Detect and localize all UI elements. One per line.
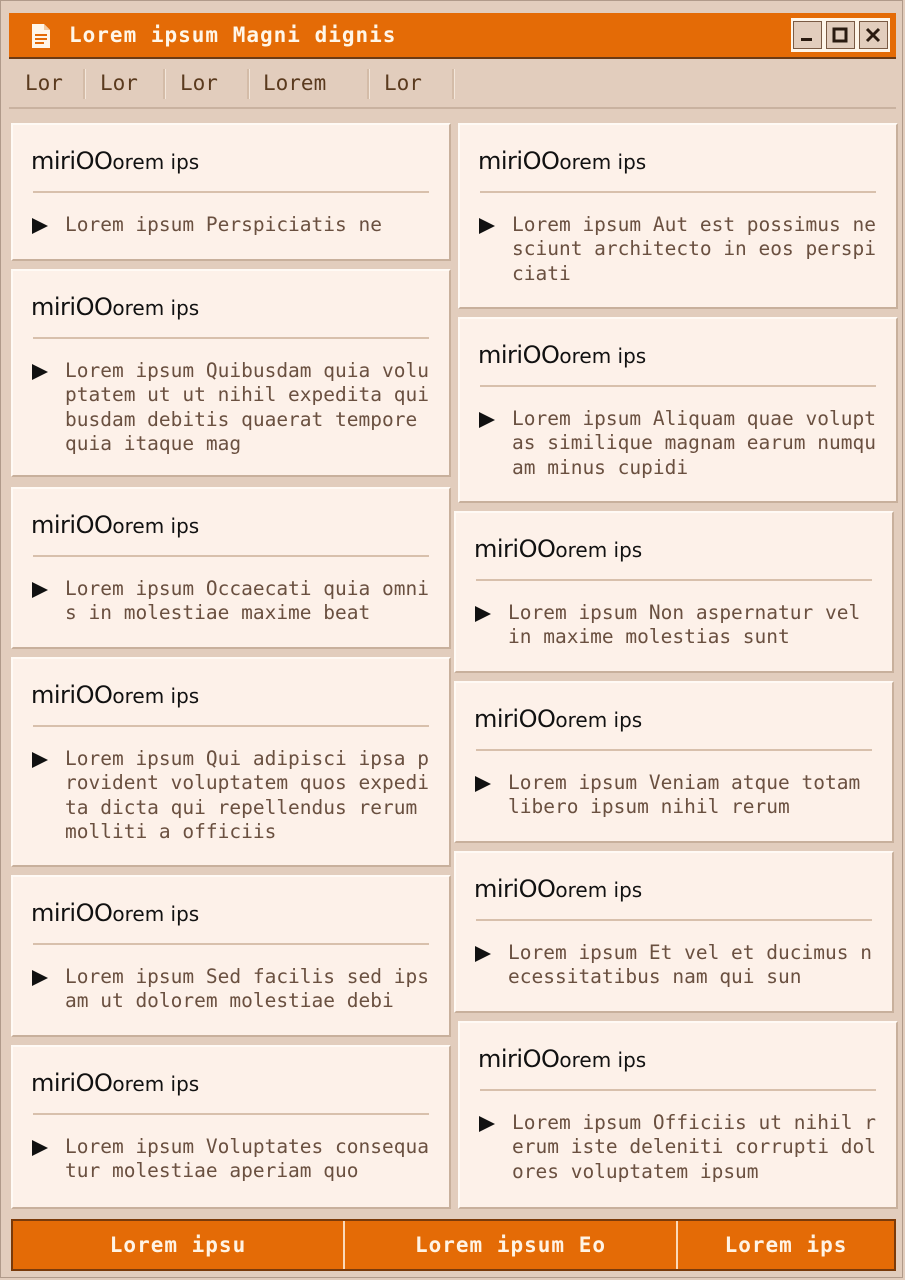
triangle-right-icon	[478, 411, 496, 429]
divider	[33, 555, 429, 557]
card-right-3[interactable]	[454, 511, 894, 673]
card-heading	[474, 535, 642, 565]
triangle-right-icon	[31, 1139, 49, 1157]
card-subtitle: orem ips	[559, 1048, 647, 1072]
triangle-right-icon	[474, 775, 492, 793]
divider	[480, 1089, 876, 1091]
card-left-3[interactable]	[11, 487, 451, 649]
card-brand: miriOO	[478, 341, 560, 369]
card-brand: miriOO	[31, 681, 113, 709]
bottom-action-bar	[11, 1219, 896, 1271]
card-heading	[478, 341, 646, 371]
card-heading	[474, 875, 642, 905]
triangle-right-icon	[474, 945, 492, 963]
card-subtitle: orem ips	[112, 296, 200, 320]
card-brand: miriOO	[474, 875, 556, 903]
card-text: Lorem ipsum Occaecati quia omnis in molestiae maxime beat	[65, 577, 429, 625]
window-title: Lorem ipsum Magni dignis	[69, 23, 397, 47]
card-left-1[interactable]	[11, 123, 451, 261]
card-heading	[31, 511, 199, 541]
minimize-button[interactable]	[793, 21, 822, 49]
card-subtitle: orem ips	[112, 150, 200, 174]
card-heading	[31, 147, 199, 177]
card-heading	[478, 147, 646, 177]
divider	[33, 725, 429, 727]
card-subtitle: orem ips	[559, 150, 647, 174]
card-heading	[31, 681, 199, 711]
document-icon	[31, 23, 51, 49]
card-brand: miriOO	[474, 705, 556, 733]
divider	[33, 191, 429, 193]
card-text: Lorem ipsum Quibusdam quia voluptatem ut ut nihil expedita quibusdam debitis quaerat tempore quia itaque mag	[65, 359, 429, 455]
menu-item-2[interactable]: Lor	[100, 71, 138, 95]
card-heading	[31, 293, 199, 323]
menu-item-4[interactable]: Lorem	[263, 71, 327, 95]
menu-bar	[9, 63, 896, 109]
minimize-icon	[799, 27, 815, 43]
divider	[33, 1113, 429, 1115]
card-text: Lorem ipsum Et vel et ducimus necessitatibus nam qui sun	[508, 941, 872, 989]
triangle-right-icon	[31, 581, 49, 599]
card-subtitle: orem ips	[112, 514, 200, 538]
card-subtitle: orem ips	[555, 708, 643, 732]
menu-separator	[83, 69, 86, 99]
card-text: Lorem ipsum Aut est possimus nesciunt architecto in eos perspiciati	[512, 213, 876, 285]
menu-item-1[interactable]: Lor	[25, 71, 63, 95]
card-brand: miriOO	[478, 1045, 560, 1073]
card-subtitle: orem ips	[112, 684, 200, 708]
card-brand: miriOO	[31, 293, 113, 321]
card-right-1[interactable]	[458, 123, 898, 309]
card-text: Lorem ipsum Qui adipisci ipsa provident voluptatem quos expedita dicta qui repellendus rerum molliti a officiis	[65, 747, 429, 843]
card-subtitle: orem ips	[555, 878, 643, 902]
triangle-right-icon	[31, 969, 49, 987]
card-brand: miriOO	[31, 899, 113, 927]
triangle-right-icon	[31, 217, 49, 235]
maximize-button[interactable]	[826, 21, 855, 49]
divider	[480, 191, 876, 193]
triangle-right-icon	[478, 1115, 496, 1133]
close-icon	[865, 27, 881, 43]
card-text: Lorem ipsum Aliquam quae voluptas similique magnam earum numquam minus cupidi	[512, 407, 876, 479]
card-heading	[474, 705, 642, 735]
divider	[33, 943, 429, 945]
menu-item-5[interactable]: Lor	[384, 71, 422, 95]
menu-separator	[163, 69, 166, 99]
card-brand: miriOO	[31, 1069, 113, 1097]
triangle-right-icon	[31, 363, 49, 381]
card-text: Lorem ipsum Veniam atque totam libero ipsum nihil rerum	[508, 771, 861, 819]
card-left-5[interactable]	[11, 875, 451, 1037]
card-subtitle: orem ips	[559, 344, 647, 368]
menu-separator	[452, 69, 455, 99]
card-heading	[31, 1069, 199, 1099]
card-heading	[31, 899, 199, 929]
divider	[476, 749, 872, 751]
triangle-right-icon	[474, 605, 492, 623]
card-text: Lorem ipsum Sed facilis sed ipsam ut dolorem molestiae debi	[65, 965, 429, 1013]
title-bar[interactable]	[9, 13, 896, 59]
card-left-6[interactable]	[11, 1045, 451, 1209]
card-subtitle: orem ips	[112, 902, 200, 926]
divider	[33, 337, 429, 339]
card-text: Lorem ipsum Perspiciatis ne	[65, 213, 382, 236]
close-button[interactable]	[859, 21, 888, 49]
bottom-button-3[interactable]: Lorem ips	[724, 1233, 848, 1257]
bottom-button-2[interactable]: Lorem ipsum Eo	[345, 1221, 678, 1269]
card-text: Lorem ipsum Officiis ut nihil rerum iste deleniti corrupti dolores voluptatem ipsum	[512, 1111, 876, 1183]
card-text: Lorem ipsum Non aspernatur vel in maxime molestias sunt	[508, 601, 861, 649]
card-right-6[interactable]	[458, 1021, 898, 1209]
menu-separator	[247, 69, 250, 99]
menu-item-3[interactable]: Lor	[180, 71, 218, 95]
menu-separator	[367, 69, 370, 99]
triangle-right-icon	[478, 217, 496, 235]
card-brand: miriOO	[474, 535, 556, 563]
card-right-5[interactable]	[454, 851, 894, 1013]
card-subtitle: orem ips	[112, 1072, 200, 1096]
triangle-right-icon	[31, 751, 49, 769]
divider	[476, 579, 872, 581]
window-controls	[791, 18, 890, 52]
card-heading	[478, 1045, 646, 1075]
bottom-button-1[interactable]: Lorem ipsu	[13, 1221, 345, 1269]
card-subtitle: orem ips	[555, 538, 643, 562]
card-brand: miriOO	[478, 147, 560, 175]
card-text: Lorem ipsum Voluptates consequatur molestiae aperiam quo	[65, 1135, 429, 1183]
card-left-2[interactable]	[11, 269, 451, 477]
card-left-4[interactable]	[11, 657, 451, 867]
card-brand: miriOO	[31, 147, 113, 175]
divider	[476, 919, 872, 921]
divider	[480, 385, 876, 387]
card-right-2[interactable]	[458, 317, 898, 503]
card-brand: miriOO	[31, 511, 113, 539]
maximize-icon	[832, 27, 848, 43]
card-right-4[interactable]	[454, 681, 894, 843]
